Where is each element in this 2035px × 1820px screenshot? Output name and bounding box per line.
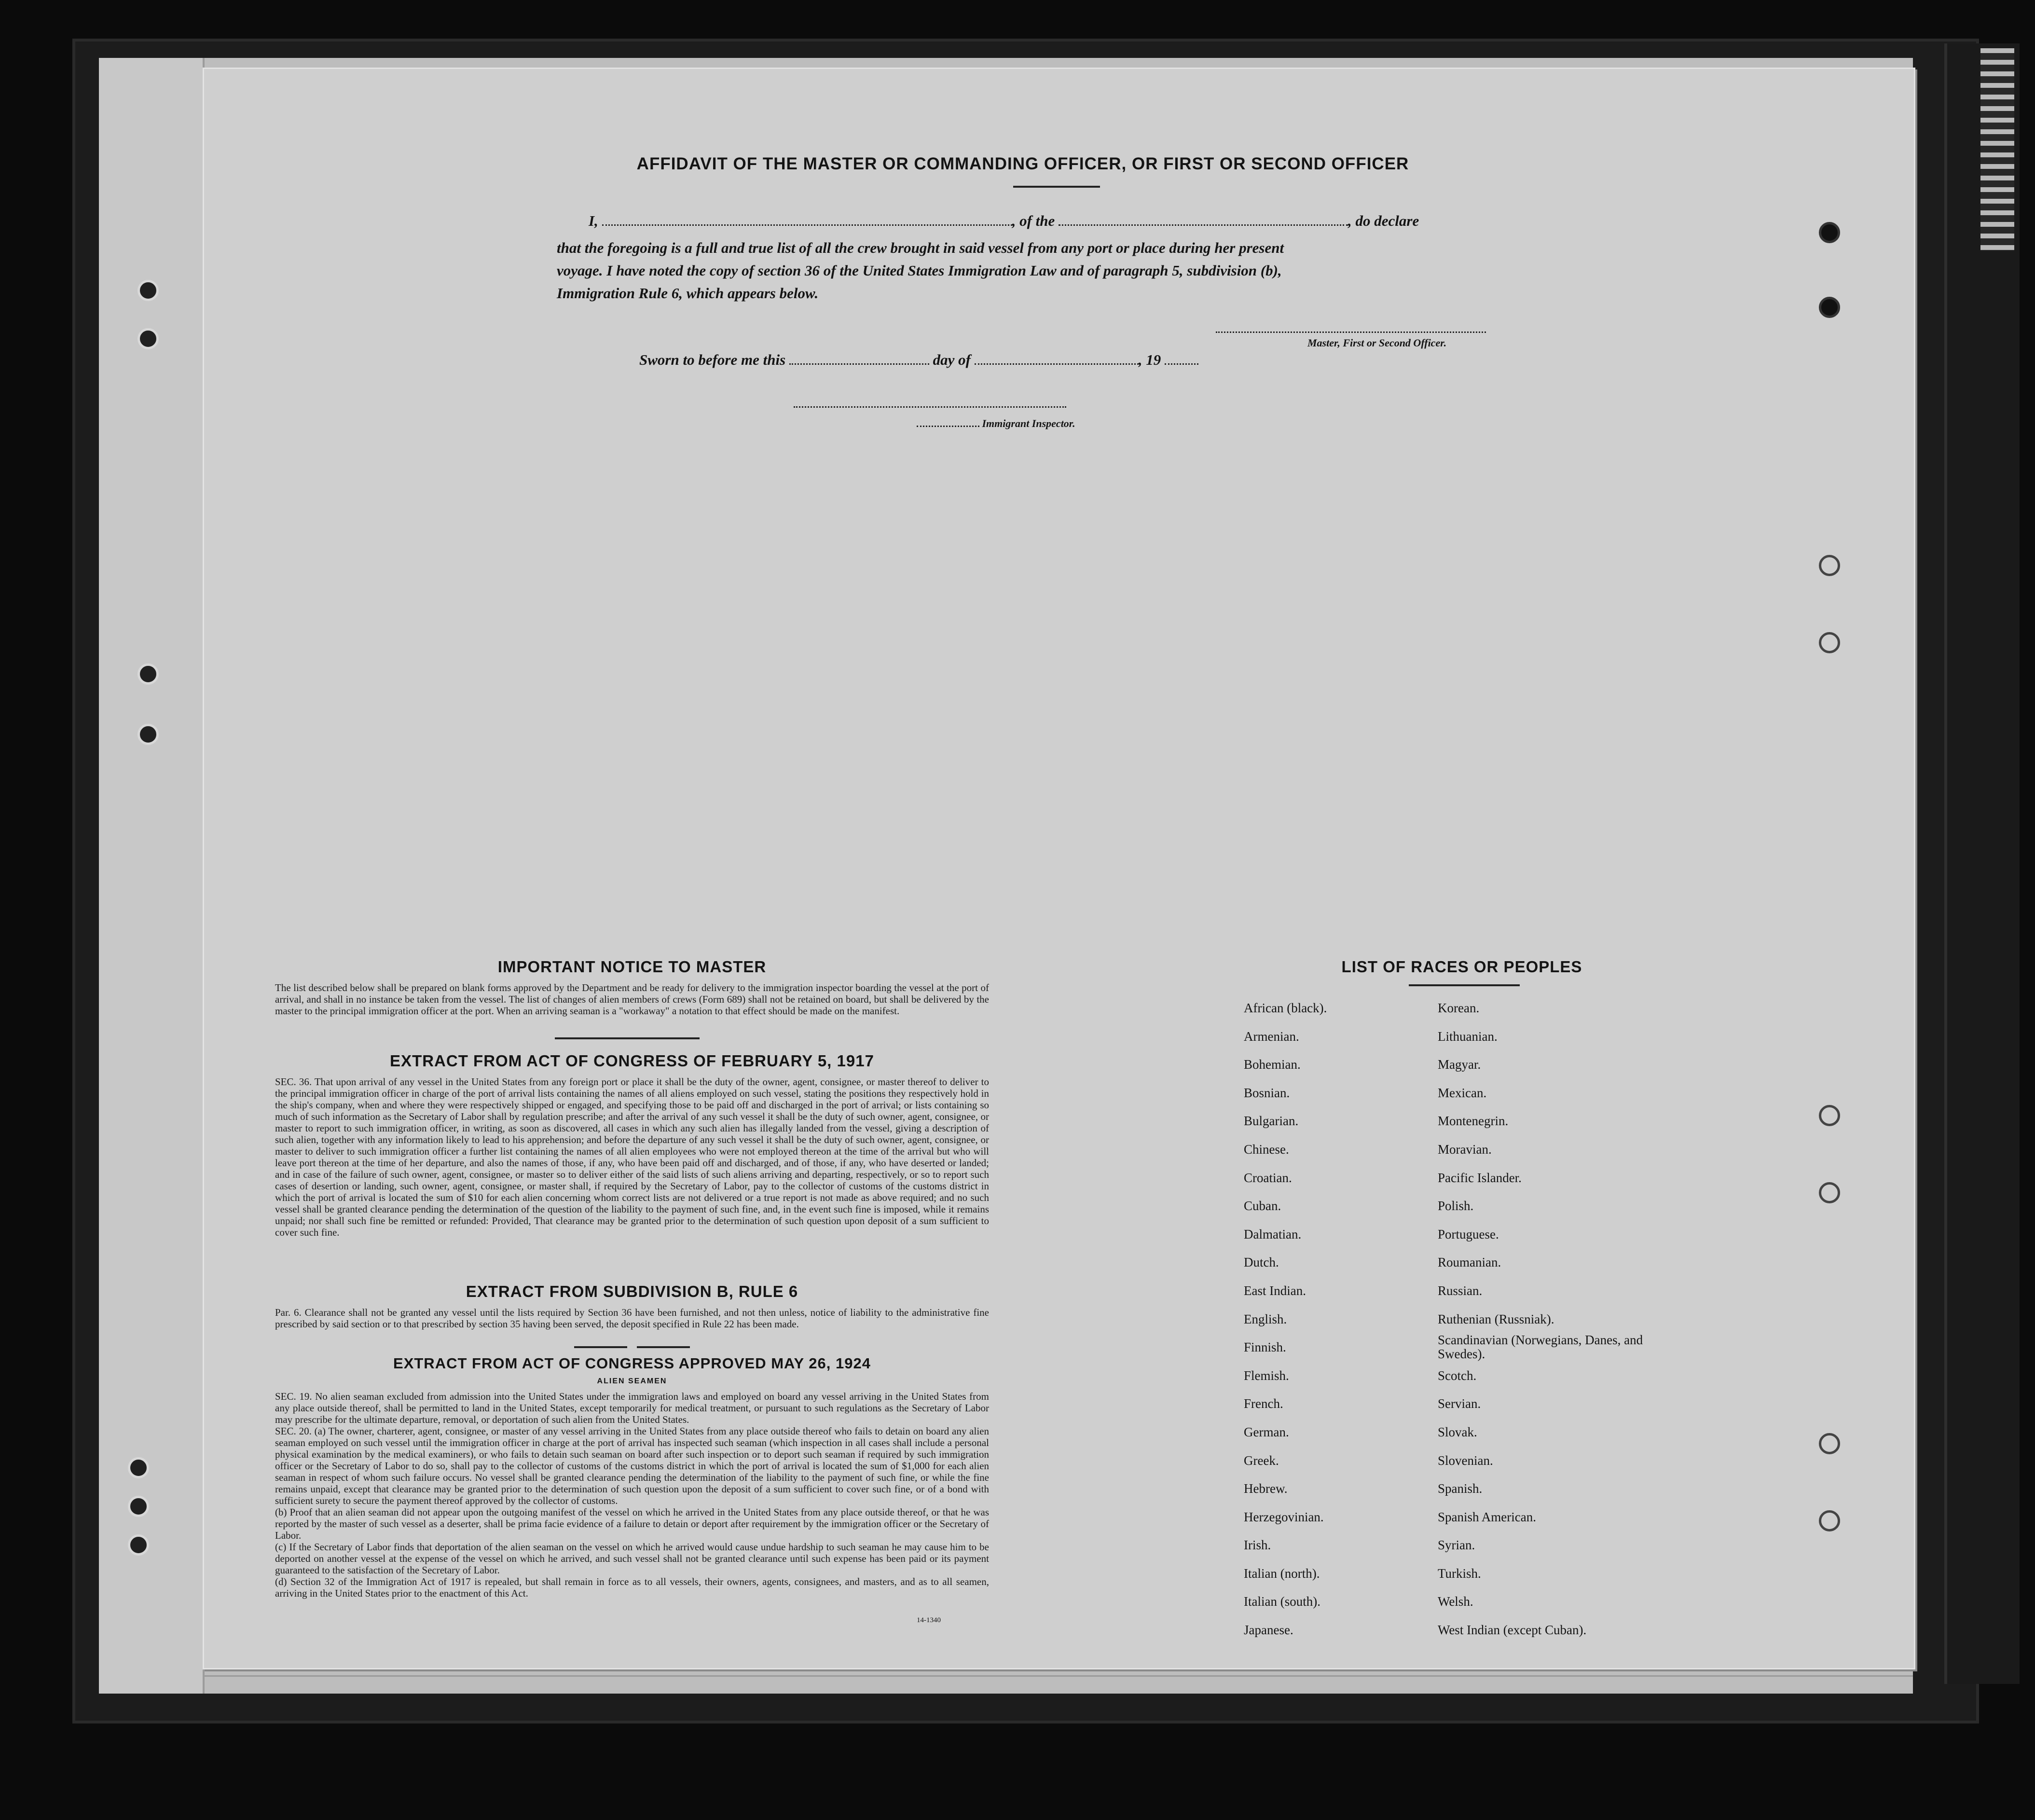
sec-20a-paragraph: SEC. 20. (a) The owner, charterer, agent, consignee, or master of any vessel arriving in the United States from any place outside thereof who fails to detain on board any alien seaman employed on such vessel until the immigration officer in charge at the port of arrival has inspected such seaman (which inspection in all cases shall include a personal physical examination by the medical examiners), or who fails to detain such seaman on board after such inspection or to deport such seaman if required by such immigration officer or the Secretary of Labor to do so, shall pay to the collector of customs of the customs district in which the port of arrival is located the sum of $1,000 for each alien seaman in respect of whom such failure occurs. No vessel shall be granted clearance pending the determination of the liability to the payment of such fine, or while the fine remains unpaid, except that clearance may be granted prior to the determination of such question upon the deposit of a sum sufficient to cover such fine, or of a bond with sufficient surety to secure the payment thereof approved by the collector of customs. bbox=[275, 1425, 989, 1506]
extract-1917-body: SEC. 36. That upon arrival of any vessel in the United States from any foreign port or place it shall be the duty of the owner, agent, consignee, or master thereof to deliver to the principal immigration officer in charge of the port of arrival lists containing the names of all aliens employed on such vessel, stating the positions they respectively hold in the ship's company, when and where they were respectively shipped or engaged, and specifying those to be paid off and discharged in the port of arrival; or lists containing so much of such information as the Secretary of Labor shall by regulation prescribe; and after the arrival of any such vessel it shall be the duty of such owner, agent, consignee, or master to report to such immigration officer, in writing, as soon as discovered, all cases in which any such alien has illegally landed from the vessel, giving a description of such alien, together with any information likely to lead to his apprehension; and before the departure of any such vessel it shall be the duty of such owner, agent, consignee, or master to deliver to such immigration officer a further list containing the names of all alien employees who were not employed thereon at the time of the arrival but who will leave port thereon at the time of her departure, and also the names of those, if any, who have been paid off and discharged, and of those, if any, who have deserted or landed; and in case of the failure of such owner, agent, consignee, or master so to deliver either of the said lists of such aliens arriving and departing, respectively, or so to report such cases of desertion or landing, such owner, agent, consignee, or master shall, if required by the Secretary of Labor, pay to the collector of customs of the customs district in which the port of arrival is located the sum of $10 for each alien concerning whom correct lists are not delivered or a true report is not made as above required; and no such vessel shall be granted clearance pending the determination of the question of the liability to the payment of such fine, and, in the event such fine is imposed, while it remains unpaid; nor shall such fine be remitted or refunded: Provided, That clearance may be granted prior to the determination of such question upon deposit of a sum sufficient to cover such fine. bbox=[275, 1076, 989, 1238]
race-entry: Lithuanian. bbox=[1438, 1029, 1498, 1044]
inspector-line bbox=[917, 417, 1075, 430]
race-entry: Scandinavian (Norwegians, Danes, and Swedes). bbox=[1438, 1333, 1643, 1362]
extract-rule6-title: EXTRACT FROM SUBDIVISION B, RULE 6 bbox=[466, 1282, 798, 1300]
race-entry: Servian. bbox=[1438, 1396, 1481, 1411]
punch-hole bbox=[1819, 555, 1840, 576]
sec-20d-paragraph: (d) Section 32 of the Immigration Act of 1917 is repealed, but shall remain in force as to all vessels, their owners, agents, consignees, and masters, and as to all seamen, arriving in the United States prior to the enactment of this Act. bbox=[275, 1576, 989, 1599]
binding-hole bbox=[138, 280, 159, 301]
binding-hole bbox=[138, 328, 159, 349]
race-entry: Moravian. bbox=[1438, 1142, 1492, 1157]
section-rule bbox=[555, 1037, 700, 1039]
punch-hole bbox=[1819, 1433, 1840, 1454]
sec-20c-paragraph: (c) If the Secretary of Labor finds that deportation of the alien seaman on the vessel on which he arrived would cause undue hardship to such seaman he may cause him to be deported on another vessel at the expense of the vessel on which he arrived, and such vessel shall not be granted clearance until such expense has been paid or its payment guaranteed to the satisfaction of the Secretary of Labor. bbox=[275, 1541, 989, 1576]
section-rule bbox=[574, 1346, 627, 1348]
race-entry: Hebrew. bbox=[1244, 1481, 1288, 1496]
races-title: LIST OF RACES OR PEOPLES bbox=[1341, 958, 1582, 976]
race-entry: Flemish. bbox=[1244, 1368, 1289, 1383]
sworn-year-field[interactable] bbox=[1165, 363, 1198, 365]
race-entry: Chinese. bbox=[1244, 1142, 1289, 1157]
race-entry: Cuban. bbox=[1244, 1199, 1281, 1213]
race-entry: Bulgarian. bbox=[1244, 1114, 1299, 1129]
race-entry: Syrian. bbox=[1438, 1538, 1475, 1553]
race-entry: East Indian. bbox=[1244, 1283, 1306, 1298]
binding-hole bbox=[138, 724, 159, 745]
race-entry: Spanish. bbox=[1438, 1481, 1483, 1496]
affidavit-declaration-line bbox=[589, 212, 1718, 230]
sec-20b-paragraph: (b) Proof that an alien seaman did not appear upon the outgoing manifest of the vessel on which he arrived in the United States from any place outside thereof, or that he was reported by the master of such vessel as a deserter, shall be prima facie evidence of a failure to detain or deport after requirement by the immigration officer or the Secretary of Labor. bbox=[275, 1506, 989, 1541]
inspector-label: Immigrant Inspector. bbox=[982, 417, 1075, 429]
race-entry: Welsh. bbox=[1438, 1594, 1473, 1609]
punch-hole bbox=[1819, 1105, 1840, 1126]
race-entry: Italian (north). bbox=[1244, 1566, 1320, 1581]
sworn-month-field[interactable] bbox=[975, 363, 1139, 365]
extract-1924-title: EXTRACT FROM ACT OF CONGRESS APPROVED MAY 26, 1924 bbox=[393, 1355, 871, 1372]
inspector-field[interactable] bbox=[917, 426, 979, 427]
notice-title: IMPORTANT NOTICE TO MASTER bbox=[497, 958, 767, 976]
race-entry: French. bbox=[1244, 1396, 1283, 1411]
do-declare-label: , do declare bbox=[1348, 212, 1419, 229]
inspector-signature-line[interactable] bbox=[794, 405, 1066, 408]
edge-tab-marks bbox=[1980, 48, 2014, 251]
race-entry: Croatian. bbox=[1244, 1170, 1292, 1185]
of-the-label: , of the bbox=[1012, 212, 1055, 229]
race-entry: Korean. bbox=[1438, 1001, 1480, 1015]
race-entry: Bohemian. bbox=[1244, 1057, 1301, 1072]
affidavit-body-line: voyage. I have noted the copy of section 36 of the United States Immigration Law and of paragraph 5, subdivision (b), bbox=[557, 262, 1282, 279]
race-entry: African (black). bbox=[1244, 1001, 1327, 1015]
notice-body: The list described below shall be prepared on blank forms approved by the Department and be ready for delivery to the immigration inspector boarding the vessel at the port of arrival, and shall in no instance be taken from the vessel. The list of changes of alien members of crews (Form 689) shall not be retained on board, but shall be delivered by the master to the principal immigration officer at the port. When an arriving seaman is a "workaway" a notation to that effect should be made on the manifest. bbox=[275, 982, 989, 1017]
form-number: 14-1340 bbox=[917, 1616, 941, 1624]
race-entry: Dalmatian. bbox=[1244, 1227, 1302, 1241]
extract-rule6-body: Par. 6. Clearance shall not be granted any vessel until the lists required by Section 36 have been furnished, and not then unless, notice of liability to the administrative fine prescribed by said section or to that prescribed by section 35 having been served, the deposit specified in Rule 22 has been made. bbox=[275, 1307, 989, 1330]
race-entry: Finnish. bbox=[1244, 1340, 1286, 1355]
sworn-line bbox=[639, 351, 1198, 369]
sec-19-paragraph: SEC. 19. No alien seaman excluded from admission into the United States under the immigration laws and employed on board any vessel arriving in the United States from any place outside thereof, shall be permitted to land in the United States, except temporarily for medical treatment, or pursuant to such regulations as the Secretary of Labor may prescribe for the ultimate departure, removal, or deportation of such alien from the United States. bbox=[275, 1391, 989, 1425]
race-entry: Ruthenian (Russniak). bbox=[1438, 1311, 1554, 1326]
affidavit-body-line: that the foregoing is a full and true list of all the crew brought in said vessel from any port or place during her present bbox=[557, 239, 1284, 256]
race-entry: Slovenian. bbox=[1438, 1453, 1493, 1468]
affidavit-title: AFFIDAVIT OF THE MASTER OR COMMANDING OFFICER, OR FIRST OR SECOND OFFICER bbox=[636, 154, 1409, 173]
binding-hole bbox=[128, 1534, 149, 1556]
document-page bbox=[203, 68, 1915, 1669]
master-signature-line[interactable] bbox=[1216, 331, 1486, 333]
race-entry: Irish. bbox=[1244, 1538, 1271, 1553]
race-entry: Pacific Islander. bbox=[1438, 1170, 1522, 1185]
race-entry: Armenian. bbox=[1244, 1029, 1299, 1044]
sworn-day-field[interactable] bbox=[789, 363, 929, 365]
day-of-label: day of bbox=[933, 351, 971, 368]
binding-hole bbox=[138, 663, 159, 685]
race-entry: Dutch. bbox=[1244, 1255, 1279, 1270]
affidavit-body-line: Immigration Rule 6, which appears below. bbox=[557, 285, 819, 302]
punch-hole bbox=[1819, 632, 1840, 653]
race-entry: West Indian (except Cuban). bbox=[1438, 1623, 1587, 1638]
punch-hole bbox=[1819, 297, 1840, 318]
extract-1924-subtitle: ALIEN SEAMEN bbox=[597, 1377, 667, 1385]
race-entry: Slovak. bbox=[1438, 1424, 1477, 1439]
race-entry: Spanish American. bbox=[1438, 1509, 1536, 1524]
extract-1924-body bbox=[275, 1391, 989, 1599]
race-entry: Turkish. bbox=[1438, 1566, 1481, 1581]
binding-hole bbox=[128, 1496, 149, 1517]
race-entry: Japanese. bbox=[1244, 1623, 1293, 1638]
binder-spine bbox=[1944, 43, 2020, 1684]
races-right-column bbox=[1438, 994, 1664, 1644]
race-entry: Greek. bbox=[1244, 1453, 1279, 1468]
race-entry: English. bbox=[1244, 1311, 1287, 1326]
race-entry: Russian. bbox=[1438, 1283, 1483, 1298]
punch-hole bbox=[1819, 1182, 1840, 1203]
sworn-label: Sworn to before me this bbox=[639, 351, 786, 368]
section-rule bbox=[637, 1346, 690, 1348]
races-title-rule bbox=[1409, 984, 1520, 986]
punch-hole bbox=[1819, 222, 1840, 243]
race-entry: Magyar. bbox=[1438, 1057, 1481, 1072]
left-binding-strip bbox=[99, 58, 205, 1694]
race-entry: Mexican. bbox=[1438, 1085, 1487, 1100]
race-entry: Italian (south). bbox=[1244, 1594, 1320, 1609]
punch-hole bbox=[1819, 1510, 1840, 1531]
year-label: , 19 bbox=[1138, 351, 1161, 368]
vessel-name-field[interactable] bbox=[1059, 224, 1348, 226]
title-rule bbox=[1013, 186, 1100, 188]
extract-1917-title: EXTRACT FROM ACT OF CONGRESS OF FEBRUARY 5, 1917 bbox=[390, 1052, 874, 1070]
race-entry: Scotch. bbox=[1438, 1368, 1477, 1383]
race-entry: Roumanian. bbox=[1438, 1255, 1501, 1270]
race-entry: Portuguese. bbox=[1438, 1227, 1499, 1241]
i-label: I, bbox=[589, 212, 598, 229]
race-entry: German. bbox=[1244, 1424, 1289, 1439]
race-entry: Bosnian. bbox=[1244, 1085, 1290, 1100]
master-signature-label: Master, First or Second Officer. bbox=[1307, 337, 1447, 349]
races-left-column bbox=[1244, 994, 1437, 1644]
affidavit-body bbox=[557, 236, 1715, 304]
binding-hole bbox=[128, 1457, 149, 1478]
race-entry: Montenegrin. bbox=[1438, 1114, 1509, 1129]
master-name-field[interactable] bbox=[602, 224, 1012, 226]
race-entry: Herzegovinian. bbox=[1244, 1509, 1324, 1524]
race-entry: Polish. bbox=[1438, 1199, 1474, 1213]
